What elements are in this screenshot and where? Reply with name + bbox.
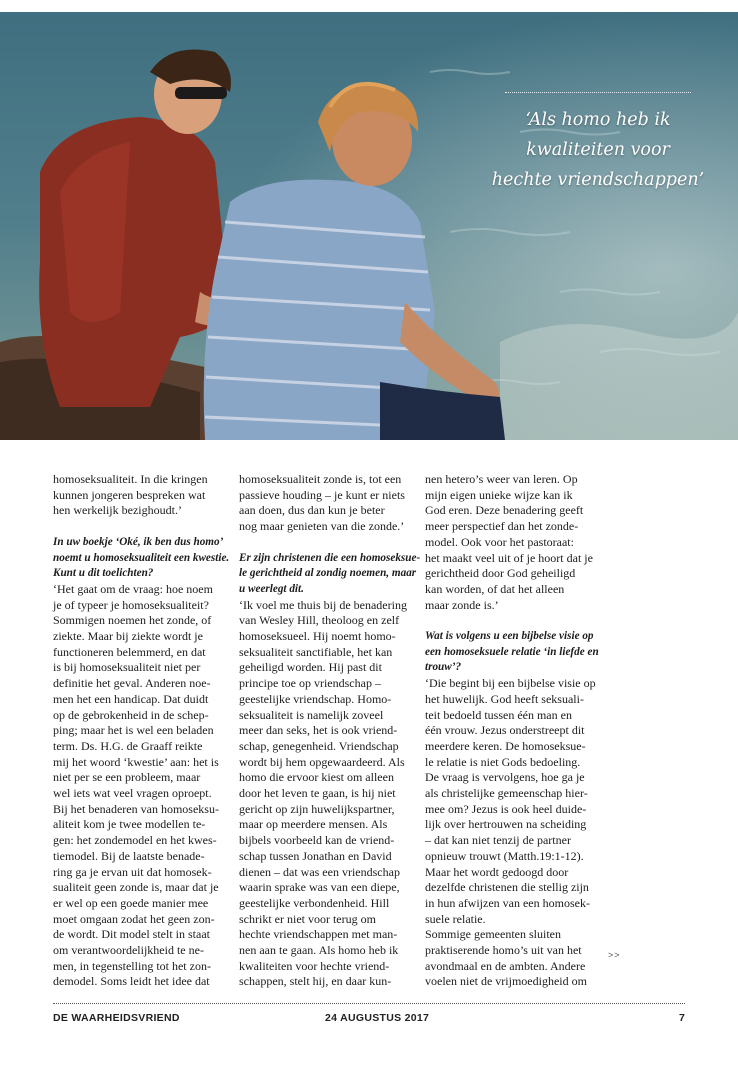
body-text-line: het maakt veel uit of je hoort dat je [425, 550, 593, 565]
body-text-line: gen: het zondemodel en het kwes- [53, 833, 217, 848]
body-text-line: seksualiteit sanctifiable, het kan [239, 644, 393, 659]
body-text-line: model. Ook voor het pastoraat: [425, 534, 574, 549]
interview-question-line: noemt u homoseksualiteit een kwestie. [53, 551, 230, 564]
body-text-line: op de gebrokenheid in de schep- [53, 707, 209, 722]
body-text-line: homoseksueel. Hij noemt homo- [239, 629, 396, 644]
body-text-line: nog maar genieten van die zonde.’ [239, 519, 405, 534]
paragraph-gap [53, 519, 231, 535]
body-text-line: mij het woord ‘kwestie’ aan: het is [53, 754, 219, 769]
body-text-line: als christelijke gemeenschap hier- [425, 786, 588, 801]
body-text-line: in hun afwijzen van een homosek- [425, 895, 590, 910]
body-text-line: mijn eigen unieke wijze kan ik [425, 487, 573, 502]
footer-divider [53, 1003, 685, 1004]
body-text-line: seksualiteit is namelijk zoveel [239, 707, 384, 722]
body-text-line: functioneren belemmerd, en dat [53, 644, 206, 659]
interview-question-line: Wat is volgens u een bijbelse visie op [425, 630, 594, 643]
body-text-line: le relatie is niet Gods bedoeling. [425, 754, 581, 769]
body-text-line: je of typeer je homoseksualiteit? [53, 597, 209, 612]
body-text-line: moet omgaan zodat het geen zon- [53, 911, 215, 926]
body-text-line: ‘Die begint bij een bijbelse visie op [425, 676, 596, 691]
article-column-1 [53, 472, 231, 990]
paragraph-gap [239, 535, 417, 551]
body-text-line: Sommige gemeenten sluiten [425, 927, 561, 942]
body-text-line: meerdere keren. De homoseksue- [425, 738, 586, 753]
interview-question-line: u weerlegt dit. [239, 582, 304, 595]
pull-quote-line: kwaliteiten voor [526, 140, 670, 160]
body-text-line: nen aan te gaan. Als homo heb ik [239, 943, 399, 958]
body-text-line: suele relatie. [425, 911, 486, 926]
body-text-line: Bij het benaderen van homoseksu- [53, 801, 219, 816]
interview-question-line: een homoseksuele relatie ‘in liefde en [425, 645, 599, 658]
body-text-line: één vrouw. Jezus onderstreept dit [425, 723, 585, 738]
interview-question-line: In uw boekje ‘Oké, ik ben dus homo’ [53, 535, 224, 548]
body-text-line: tiemodel. Bij de laatste benade- [53, 848, 205, 863]
body-text-line: ring ga je ervan uit dat homosek- [53, 864, 212, 879]
body-text-line: gericht op zijn huwelijkspartner, [239, 801, 395, 816]
body-text-line: men het een handicap. Dat duidt [53, 691, 209, 706]
body-text-line: homoseksualiteit. In die kringen [53, 472, 208, 486]
body-text-line: er wel op een goede manier mee [53, 895, 209, 910]
body-text-line: demodel. Soms leidt het idee dat [53, 974, 210, 989]
interview-question-line: Er zijn christenen die een homoseksue- [239, 551, 421, 564]
article-column-3 [425, 472, 603, 990]
body-text-line: homo die ervoor kiest om alleen [239, 770, 394, 785]
body-text-line: meer perspectief dan het zonde- [425, 519, 579, 534]
body-text-line: – dat kan niet tenzij de partner [425, 833, 571, 848]
body-text-line: ziekte. Maar bij ziekte wordt je [53, 629, 203, 644]
body-text-line: gerichtheid door God geheiligd [425, 566, 576, 581]
body-text-line: maar zonde is.’ [425, 597, 499, 612]
article-column-2 [239, 472, 421, 990]
body-text-line: schappen, stelt hij, en daar kun- [239, 974, 392, 989]
body-text-line: dienen – dat was een vriendschap [239, 864, 400, 879]
body-text-line: Sommigen noemen het zonde, of [53, 613, 212, 628]
page-number: 7 [679, 1012, 686, 1024]
body-text-line: geestelijke vriendschap. Homo- [239, 691, 392, 706]
body-text-line: definitie het geval. Anderen noe- [53, 676, 211, 691]
pull-quote-line: ‘Als homo heb ik [525, 110, 671, 130]
body-text-line: om verantwoordelijkheid te ne- [53, 943, 204, 958]
body-text-line: door het leven te gaan, is hij niet [239, 786, 396, 801]
pull-quote-line: hechte vriendschappen’ [491, 170, 705, 190]
paragraph-gap [425, 613, 603, 629]
body-text-line: God eren. Deze benadering geeft [425, 503, 584, 518]
body-text-line: geestelijke verbondenheid. Hill [239, 895, 390, 910]
body-text-line: opnieuw trouwt (Matth.19:1-12). [425, 848, 584, 863]
body-text-line: Maar het wordt gedoogd door [425, 864, 569, 879]
body-text-line: aliteit kom je twee modellen te- [53, 817, 206, 832]
body-text-line: mee om? Jezus is ook heel duide- [425, 801, 587, 816]
body-text-line: waarin sprake was van een diepe, [239, 880, 400, 895]
body-text-line: kwaliteiten voor hechte vriend- [239, 958, 390, 973]
body-text-line: maar op meerdere mensen. Als [239, 817, 388, 832]
body-text-line: dezelfde christenen die stellig zijn [425, 880, 589, 895]
body-text-line: hen werkelijk bezighoudt.’ [53, 503, 182, 518]
body-text-line: teit bedoeld tussen één man en [425, 707, 572, 722]
body-text-line: het huwelijk. God heeft seksuali- [425, 691, 584, 706]
body-text-line: meer dan seks, het is ook vriend- [239, 723, 398, 738]
pull-quote [491, 92, 705, 195]
body-text-line: schap, genegenheid. Vriendschap [239, 738, 399, 753]
body-text-line: men, in tegenstelling tot het zon- [53, 958, 211, 973]
body-text-line: bijbels voorbeeld kan de vriend- [239, 833, 395, 848]
body-text-line: aan doen, dus dan kun je beter [239, 503, 385, 518]
hero-photo [0, 12, 738, 440]
body-text-line: term. Ds. H.G. de Graaff reikte [53, 738, 203, 753]
body-text-line: geheiligd worden. Hij past dit [239, 660, 382, 675]
interview-question-line: Kunt u dit toelichten? [53, 567, 154, 580]
body-text-line: schrikt er niet voor terug om [239, 911, 376, 926]
body-text-line: van Wesley Hill, theoloog en zelf [239, 613, 400, 628]
body-text-line: lijk over hertrouwen na scheiding [425, 817, 587, 832]
body-text-line: voelen niet de vrijmoedigheid om [425, 974, 587, 989]
body-text-line: De vraag is vervolgens, hoe ga je [425, 770, 585, 785]
body-text-line: ping; maar het is wel een beladen [53, 723, 214, 738]
footer-date: 24 AUGUSTUS 2017 [325, 1012, 430, 1024]
body-text-line: ‘Het gaat om de vraag: hoe noem [53, 581, 213, 596]
body-text-line: avondmaal en de ambten. Andere [425, 958, 586, 973]
body-text-line: wordt bij hem opgewaardeerd. Als [239, 754, 405, 769]
body-text-line: niet per se een probleem, maar [53, 770, 201, 785]
two-men-by-sea-illustration [0, 12, 738, 440]
body-text-line: wel iets wat veel vragen oproept. [53, 786, 212, 801]
body-text-line: de wordt. Dit model stelt in staat [53, 927, 210, 942]
continue-marker: >> [608, 950, 621, 960]
body-text-line: ‘Ik voel me thuis bij de benadering [239, 597, 407, 612]
body-text-line: kunnen jongeren bespreken wat [53, 487, 206, 502]
interview-question-line: trouw’? [425, 661, 462, 674]
interview-question-line: le gerichtheid al zondig noemen, maar [239, 567, 417, 580]
body-text-line: principe toe op vriendschap – [239, 676, 381, 691]
body-text-line: schap tussen Jonathan en David [239, 848, 392, 863]
body-text-line: kan worden, of dat het alleen [425, 581, 565, 596]
footer-publication: DE WAARHEIDSVRIEND [53, 1012, 180, 1024]
body-text-line: is bij homoseksualiteit niet per [53, 660, 201, 675]
body-text-line: praktiserende homo’s uit van het [425, 943, 582, 958]
body-text-line: hechte vriendschappen met man- [239, 927, 398, 942]
body-text-line: sualiteit geen zonde is, maar dat je [53, 880, 219, 895]
body-text-line: nen hetero’s weer van leren. Op [425, 472, 578, 486]
body-text-line: homoseksualiteit zonde is, tot een [239, 472, 402, 486]
body-text-line: passieve houding – je kunt er niets [239, 487, 405, 502]
